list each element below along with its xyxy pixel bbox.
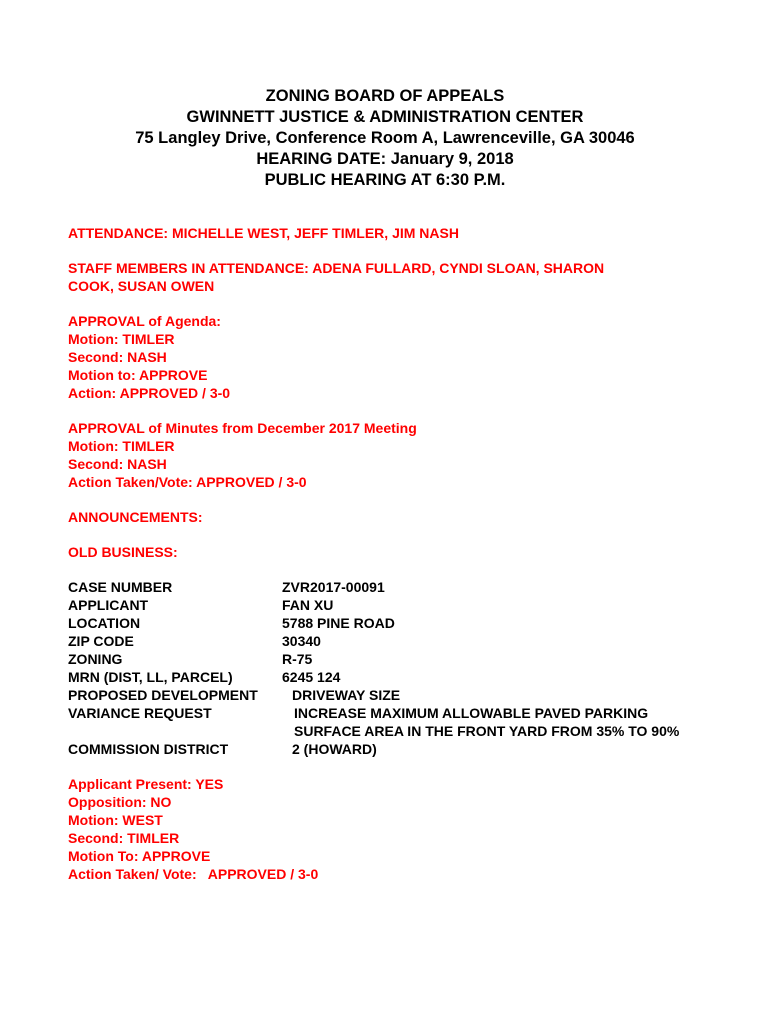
proposed-label: PROPOSED DEVELOPMENT	[68, 687, 258, 703]
minutes-body	[68, 224, 718, 900]
agenda-action: Action: APPROVED / 3-0	[68, 385, 231, 401]
minutes-approval	[68, 419, 718, 491]
hearing-date: HEARING DATE: January 9, 2018	[256, 150, 514, 168]
agenda-approval	[68, 312, 718, 402]
minutes-second: Second: NASH	[68, 456, 167, 472]
staff-attendance: STAFF MEMBERS IN ATTENDANCE: ADENA FULLARD, CYNDI SLOAN, SHARON COOK, SUSAN OWEN	[68, 260, 605, 294]
minutes-title: APPROVAL of Minutes from December 2017 Meeting	[68, 420, 417, 436]
case-row-number	[68, 578, 718, 596]
case-result	[68, 775, 718, 883]
case-details	[68, 578, 718, 758]
case-row-zoning	[68, 650, 718, 668]
agenda-motion-to: Motion to: APPROVE	[68, 367, 208, 383]
variance-label: VARIANCE REQUEST	[68, 705, 212, 721]
applicant-label: APPLICANT	[68, 597, 149, 613]
location-value: 5788 PINE ROAD	[282, 615, 395, 631]
district-label: COMMISSION DISTRICT	[68, 741, 229, 757]
case-row-mrn	[68, 668, 718, 686]
document-header	[0, 86, 770, 191]
address: 75 Langley Drive, Conference Room A, Lawrenceville, GA 30046	[135, 129, 635, 147]
case-row-applicant	[68, 596, 718, 614]
hearing-time: PUBLIC HEARING AT 6:30 P.M.	[264, 171, 506, 189]
case-row-location	[68, 614, 718, 632]
zoning-value: R-75	[282, 651, 313, 667]
minutes-motion: Motion: TIMLER	[68, 438, 175, 454]
zoning-label: ZONING	[68, 651, 123, 667]
case-number-value: ZVR2017-00091	[282, 579, 385, 595]
applicant-present: Applicant Present: YES	[68, 776, 224, 792]
agenda-motion: Motion: TIMLER	[68, 331, 175, 347]
board-title: ZONING BOARD OF APPEALS	[265, 87, 505, 105]
case-number-label: CASE NUMBER	[68, 579, 173, 595]
variance-value-cell	[282, 704, 718, 740]
case-row-proposed	[68, 686, 718, 704]
center-name: GWINNETT JUSTICE & ADMINISTRATION CENTER	[186, 108, 584, 126]
applicant-value: FAN XU	[282, 597, 334, 613]
case-row-district	[68, 740, 718, 758]
location-label: LOCATION	[68, 615, 141, 631]
variance-value: INCREASE MAXIMUM ALLOWABLE PAVED PARKING SURFACE AREA IN THE FRONT YARD FROM 35% TO 90%	[294, 705, 680, 739]
agenda-title: APPROVAL of Agenda:	[68, 313, 221, 329]
announcements-heading: ANNOUNCEMENTS:	[68, 509, 203, 525]
attendance: ATTENDANCE: MICHELLE WEST, JEFF TIMLER, JIM NASH	[68, 225, 459, 241]
zip-value: 30340	[282, 633, 321, 649]
result-action: Action Taken/ Vote: APPROVED / 3-0	[68, 866, 319, 882]
result-motion-to: Motion To: APPROVE	[68, 848, 211, 864]
agenda-second: Second: NASH	[68, 349, 167, 365]
opposition: Opposition: NO	[68, 794, 172, 810]
result-second: Second: TIMLER	[68, 830, 180, 846]
mrn-label: MRN (DIST, LL, PARCEL)	[68, 669, 233, 685]
mrn-value: 6245 124	[282, 669, 341, 685]
zip-label: ZIP CODE	[68, 633, 134, 649]
case-row-variance	[68, 704, 718, 740]
minutes-action: Action Taken/Vote: APPROVED / 3-0	[68, 474, 307, 490]
district-value: 2 (HOWARD)	[292, 741, 377, 757]
case-row-zip	[68, 632, 718, 650]
old-business-heading: OLD BUSINESS:	[68, 544, 178, 560]
proposed-value: DRIVEWAY SIZE	[292, 687, 401, 703]
result-motion: Motion: WEST	[68, 812, 163, 828]
